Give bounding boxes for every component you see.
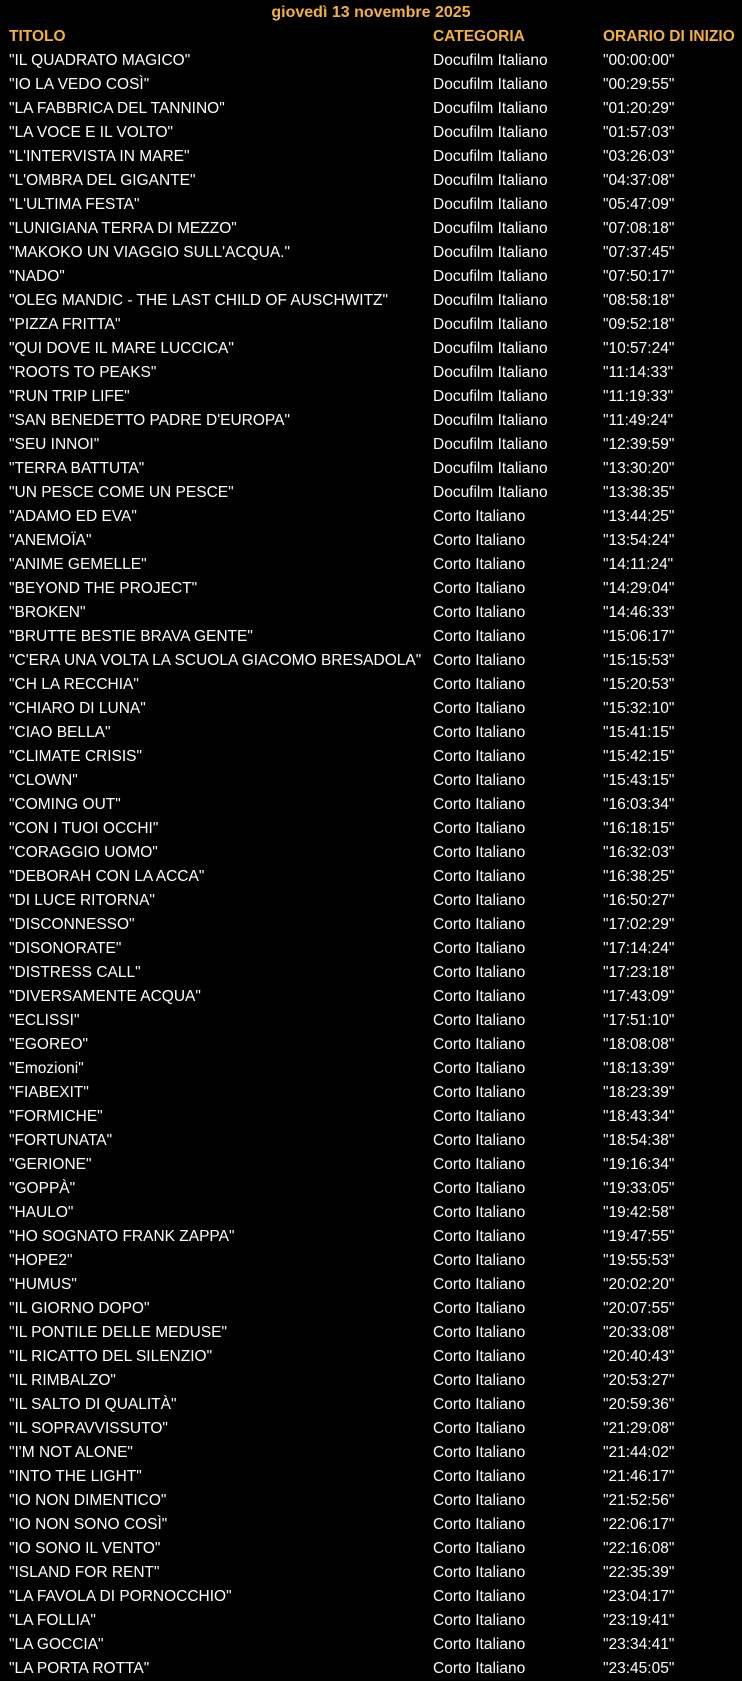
cell-category: Corto Italiano (433, 1156, 526, 1173)
cell-category: Docufilm Italiano (433, 220, 548, 237)
cell-start-time: "15:43:15" (603, 772, 675, 789)
table-row (0, 49, 742, 73)
cell-start-time: "13:38:35" (603, 484, 675, 501)
cell-category: Corto Italiano (433, 1612, 526, 1629)
cell-title: "UN PESCE COME UN PESCE" (9, 484, 234, 501)
cell-start-time: "07:50:17" (603, 268, 675, 285)
cell-start-time: "23:34:41" (603, 1636, 675, 1653)
cell-category: Corto Italiano (433, 1588, 526, 1605)
cell-title: "I'M NOT ALONE" (9, 1444, 133, 1461)
cell-category: Docufilm Italiano (433, 484, 548, 501)
cell-title: "CIAO BELLA" (9, 724, 111, 741)
cell-start-time: "19:16:34" (603, 1156, 675, 1173)
cell-start-time: "01:20:29" (603, 100, 675, 117)
cell-title: "LA FOLLIA" (9, 1612, 96, 1629)
cell-category: Corto Italiano (433, 1540, 526, 1557)
table-row (0, 529, 742, 553)
cell-title: "ROOTS TO PEAKS" (9, 364, 157, 381)
cell-start-time: "05:47:09" (603, 196, 675, 213)
table-row (0, 385, 742, 409)
cell-title: "FORTUNATA" (9, 1132, 113, 1149)
table-row (0, 193, 742, 217)
cell-category: Corto Italiano (433, 1084, 526, 1101)
table-row (0, 817, 742, 841)
table-row (0, 217, 742, 241)
column-header-title: TITOLO (9, 28, 66, 45)
cell-start-time: "18:23:39" (603, 1084, 675, 1101)
cell-title: "ANEMOÏA" (9, 532, 92, 549)
cell-start-time: "22:06:17" (603, 1516, 675, 1533)
table-row (0, 1033, 742, 1057)
table-row (0, 73, 742, 97)
cell-start-time: "21:46:17" (603, 1468, 675, 1485)
cell-category: Docufilm Italiano (433, 316, 548, 333)
table-row (0, 1249, 742, 1273)
table-row (0, 745, 742, 769)
cell-title: "LUNIGIANA TERRA DI MEZZO" (9, 220, 237, 237)
table-row (0, 1297, 742, 1321)
cell-title: "HO SOGNATO FRANK ZAPPA" (9, 1228, 235, 1245)
cell-category: Corto Italiano (433, 1348, 526, 1365)
cell-category: Corto Italiano (433, 1660, 526, 1677)
cell-start-time: "15:41:15" (603, 724, 675, 741)
cell-category: Corto Italiano (433, 556, 526, 573)
table-row (0, 1633, 742, 1657)
cell-title: "PIZZA FRITTA" (9, 316, 121, 333)
table-row (0, 841, 742, 865)
cell-title: "MAKOKO UN VIAGGIO SULL'ACQUA." (9, 244, 290, 261)
cell-title: "INTO THE LIGHT" (9, 1468, 142, 1485)
cell-category: Corto Italiano (433, 1252, 526, 1269)
cell-start-time: "14:29:04" (603, 580, 675, 597)
cell-category: Corto Italiano (433, 724, 526, 741)
cell-start-time: "17:14:24" (603, 940, 675, 957)
cell-title: "ANIME GEMELLE" (9, 556, 147, 573)
cell-category: Corto Italiano (433, 1444, 526, 1461)
cell-category: Corto Italiano (433, 1420, 526, 1437)
cell-category: Docufilm Italiano (433, 148, 548, 165)
cell-category: Docufilm Italiano (433, 100, 548, 117)
cell-title: "LA FABBRICA DEL TANNINO" (9, 100, 225, 117)
table-row (0, 169, 742, 193)
cell-category: Corto Italiano (433, 1372, 526, 1389)
table-row (0, 649, 742, 673)
cell-title: "IO LA VEDO COSÌ" (9, 76, 150, 93)
cell-category: Docufilm Italiano (433, 340, 548, 357)
cell-category: Corto Italiano (433, 580, 526, 597)
cell-start-time: "04:37:08" (603, 172, 675, 189)
table-row (0, 361, 742, 385)
schedule-date: giovedì 13 novembre 2025 (271, 4, 471, 21)
cell-category: Docufilm Italiano (433, 196, 548, 213)
cell-category: Docufilm Italiano (433, 268, 548, 285)
cell-title: "HAULO" (9, 1204, 74, 1221)
cell-title: "BRUTTE BESTIE BRAVA GENTE" (9, 628, 253, 645)
table-row (0, 961, 742, 985)
cell-title: "LA GOCCIA" (9, 1636, 104, 1653)
cell-title: "LA FAVOLA DI PORNOCCHIO" (9, 1588, 232, 1605)
table-row (0, 673, 742, 697)
cell-category: Corto Italiano (433, 892, 526, 909)
cell-category: Corto Italiano (433, 988, 526, 1005)
cell-title: "DISCONNESSO" (9, 916, 135, 933)
table-row (0, 313, 742, 337)
table-row (0, 1657, 742, 1681)
table-row (0, 481, 742, 505)
cell-start-time: "21:52:56" (603, 1492, 675, 1509)
cell-start-time: "21:29:08" (603, 1420, 675, 1437)
table-row (0, 337, 742, 361)
table-row (0, 1225, 742, 1249)
cell-start-time: "20:53:27" (603, 1372, 675, 1389)
table-row (0, 985, 742, 1009)
table-row (0, 505, 742, 529)
cell-category: Corto Italiano (433, 676, 526, 693)
cell-title: "IL SALTO DI QUALITÀ" (9, 1396, 177, 1413)
cell-title: "COMING OUT" (9, 796, 121, 813)
cell-start-time: "11:49:24" (603, 412, 674, 429)
cell-title: "IL QUADRATO MAGICO" (9, 52, 191, 69)
cell-category: Corto Italiano (433, 1036, 526, 1053)
cell-start-time: "16:32:03" (603, 844, 675, 861)
cell-title: "OLEG MANDIC - THE LAST CHILD OF AUSCHWITZ" (9, 292, 389, 309)
cell-start-time: "20:33:08" (603, 1324, 675, 1341)
cell-start-time: "17:23:18" (603, 964, 675, 981)
cell-start-time: "19:42:58" (603, 1204, 675, 1221)
cell-category: Corto Italiano (433, 796, 526, 813)
table-row (0, 1009, 742, 1033)
cell-start-time: "03:26:03" (603, 148, 675, 165)
table-row (0, 913, 742, 937)
table-row (0, 1465, 742, 1489)
cell-start-time: "13:44:25" (603, 508, 675, 525)
cell-start-time: "19:33:05" (603, 1180, 675, 1197)
table-row (0, 721, 742, 745)
cell-title: "IO SONO IL VENTO" (9, 1540, 161, 1557)
cell-start-time: "20:07:55" (603, 1300, 675, 1317)
cell-start-time: "21:44:02" (603, 1444, 675, 1461)
table-row (0, 889, 742, 913)
cell-category: Docufilm Italiano (433, 76, 548, 93)
cell-title: "LA VOCE E IL VOLTO" (9, 124, 174, 141)
cell-title: "IL GIORNO DOPO" (9, 1300, 150, 1317)
cell-category: Corto Italiano (433, 508, 526, 525)
cell-start-time: "19:55:53" (603, 1252, 675, 1269)
cell-start-time: "11:14:33" (603, 364, 674, 381)
table-row (0, 457, 742, 481)
cell-start-time: "20:40:43" (603, 1348, 675, 1365)
cell-category: Docufilm Italiano (433, 292, 548, 309)
cell-category: Corto Italiano (433, 1204, 526, 1221)
table-row (0, 409, 742, 433)
cell-category: Corto Italiano (433, 916, 526, 933)
cell-start-time: "16:50:27" (603, 892, 675, 909)
cell-category: Corto Italiano (433, 700, 526, 717)
table-row (0, 1609, 742, 1633)
cell-category: Docufilm Italiano (433, 244, 548, 261)
cell-title: "CON I TUOI OCCHI" (9, 820, 159, 837)
cell-title: "DISTRESS CALL" (9, 964, 141, 981)
cell-category: Docufilm Italiano (433, 172, 548, 189)
cell-title: "ECLISSI" (9, 1012, 80, 1029)
cell-start-time: "15:15:53" (603, 652, 675, 669)
table-row (0, 1561, 742, 1585)
cell-title: "CHIARO DI LUNA" (9, 700, 146, 717)
cell-start-time: "11:19:33" (603, 388, 674, 405)
cell-title: "CLIMATE CRISIS" (9, 748, 143, 765)
cell-start-time: "16:18:15" (603, 820, 675, 837)
cell-start-time: "12:39:59" (603, 436, 675, 453)
cell-category: Corto Italiano (433, 1300, 526, 1317)
table-row (0, 145, 742, 169)
cell-category: Corto Italiano (433, 1324, 526, 1341)
cell-category: Docufilm Italiano (433, 124, 548, 141)
cell-title: "GERIONE" (9, 1156, 92, 1173)
cell-start-time: "00:29:55" (603, 76, 675, 93)
cell-category: Corto Italiano (433, 1276, 526, 1293)
cell-title: "DISONORATE" (9, 940, 122, 957)
table-row (0, 1369, 742, 1393)
column-header-category: CATEGORIA (433, 28, 525, 45)
cell-category: Docufilm Italiano (433, 364, 548, 381)
table-row (0, 1321, 742, 1345)
cell-start-time: "22:35:39" (603, 1564, 675, 1581)
table-row (0, 1105, 742, 1129)
table-row (0, 553, 742, 577)
cell-title: "CORAGGIO UOMO" (9, 844, 158, 861)
cell-start-time: "09:52:18" (603, 316, 675, 333)
cell-title: "HOPE2" (9, 1252, 73, 1269)
cell-start-time: "16:38:25" (603, 868, 675, 885)
cell-title: "Emozioni" (9, 1060, 84, 1077)
cell-start-time: "23:04:17" (603, 1588, 675, 1605)
cell-title: "IL RICATTO DEL SILENZIO" (9, 1348, 213, 1365)
cell-start-time: "17:51:10" (603, 1012, 675, 1029)
cell-title: "DI LUCE RITORNA" (9, 892, 155, 909)
table-row (0, 433, 742, 457)
cell-title: "HUMUS" (9, 1276, 77, 1293)
cell-start-time: "10:57:24" (603, 340, 675, 357)
cell-start-time: "16:03:34" (603, 796, 675, 813)
cell-start-time: "23:45:05" (603, 1660, 675, 1677)
cell-category: Corto Italiano (433, 1060, 526, 1077)
cell-title: "ISLAND FOR RENT" (9, 1564, 160, 1581)
table-row (0, 121, 742, 145)
table-row (0, 1153, 742, 1177)
cell-start-time: "18:13:39" (603, 1060, 675, 1077)
table-row (0, 1177, 742, 1201)
cell-title: "FORMICHE" (9, 1108, 103, 1125)
table-row (0, 1081, 742, 1105)
table-row (0, 1393, 742, 1417)
cell-title: "LA PORTA ROTTA" (9, 1660, 150, 1677)
cell-category: Corto Italiano (433, 1108, 526, 1125)
table-row (0, 1489, 742, 1513)
cell-category: Corto Italiano (433, 1396, 526, 1413)
cell-category: Corto Italiano (433, 1012, 526, 1029)
cell-title: "SEU INNOI" (9, 436, 100, 453)
cell-title: "IL SOPRAVVISSUTO" (9, 1420, 168, 1437)
table-row (0, 1057, 742, 1081)
cell-start-time: "07:08:18" (603, 220, 675, 237)
cell-start-time: "15:06:17" (603, 628, 675, 645)
table-row (0, 1441, 742, 1465)
cell-category: Corto Italiano (433, 868, 526, 885)
cell-category: Corto Italiano (433, 748, 526, 765)
cell-category: Corto Italiano (433, 940, 526, 957)
table-row (0, 1417, 742, 1441)
cell-start-time: "00:00:00" (603, 52, 675, 69)
cell-title: "CH LA RECCHIA" (9, 676, 139, 693)
cell-category: Corto Italiano (433, 628, 526, 645)
table-row (0, 937, 742, 961)
cell-start-time: "19:47:55" (603, 1228, 675, 1245)
cell-start-time: "17:02:29" (603, 916, 675, 933)
cell-category: Docufilm Italiano (433, 388, 548, 405)
cell-category: Corto Italiano (433, 652, 526, 669)
cell-title: "IL RIMBALZO" (9, 1372, 116, 1389)
cell-category: Corto Italiano (433, 1492, 526, 1509)
column-header-start-time: ORARIO DI INIZIO (603, 28, 735, 45)
cell-title: "EGOREO" (9, 1036, 89, 1053)
cell-category: Corto Italiano (433, 820, 526, 837)
cell-start-time: "08:58:18" (603, 292, 675, 309)
cell-start-time: "13:54:24" (603, 532, 675, 549)
cell-category: Corto Italiano (433, 1564, 526, 1581)
cell-category: Corto Italiano (433, 964, 526, 981)
table-row (0, 577, 742, 601)
cell-title: "QUI DOVE IL MARE LUCCICA" (9, 340, 234, 357)
cell-start-time: "01:57:03" (603, 124, 675, 141)
table-row (0, 1513, 742, 1537)
cell-category: Corto Italiano (433, 604, 526, 621)
cell-title: "RUN TRIP LIFE" (9, 388, 130, 405)
cell-start-time: "15:20:53" (603, 676, 675, 693)
cell-start-time: "20:59:36" (603, 1396, 675, 1413)
table-row (0, 1345, 742, 1369)
cell-title: "BROKEN" (9, 604, 86, 621)
cell-title: "NADO" (9, 268, 65, 285)
table-row (0, 1273, 742, 1297)
table-row (0, 1129, 742, 1153)
cell-start-time: "15:42:15" (603, 748, 675, 765)
cell-category: Corto Italiano (433, 1228, 526, 1245)
cell-category: Corto Italiano (433, 1516, 526, 1533)
cell-title: "L'ULTIMA FESTA" (9, 196, 140, 213)
table-row (0, 865, 742, 889)
cell-title: "CLOWN" (9, 772, 78, 789)
table-row (0, 97, 742, 121)
table-row (0, 625, 742, 649)
cell-category: Corto Italiano (433, 532, 526, 549)
table-row (0, 1537, 742, 1561)
cell-title: "DIVERSAMENTE ACQUA" (9, 988, 201, 1005)
cell-category: Docufilm Italiano (433, 412, 548, 429)
table-row (0, 769, 742, 793)
cell-title: "IO NON SONO COSÌ" (9, 1516, 168, 1533)
cell-start-time: "17:43:09" (603, 988, 675, 1005)
cell-title: "IO NON DIMENTICO" (9, 1492, 167, 1509)
cell-start-time: "20:02:20" (603, 1276, 675, 1293)
cell-category: Docufilm Italiano (433, 436, 548, 453)
cell-title: "TERRA BATTUTA" (9, 460, 145, 477)
cell-start-time: "18:54:38" (603, 1132, 675, 1149)
cell-title: "IL PONTILE DELLE MEDUSE" (9, 1324, 228, 1341)
cell-start-time: "14:46:33" (603, 604, 675, 621)
cell-start-time: "18:08:08" (603, 1036, 675, 1053)
cell-title: "GOPPÀ" (9, 1180, 76, 1197)
cell-category: Corto Italiano (433, 772, 526, 789)
cell-start-time: "23:19:41" (603, 1612, 675, 1629)
cell-title: "DEBORAH CON LA ACCA" (9, 868, 205, 885)
cell-title: "SAN BENEDETTO PADRE D'EUROPA" (9, 412, 290, 429)
cell-start-time: "14:11:24" (603, 556, 674, 573)
table-row (0, 697, 742, 721)
cell-title: "L'OMBRA DEL GIGANTE" (9, 172, 196, 189)
cell-title: "BEYOND THE PROJECT" (9, 580, 198, 597)
cell-category: Corto Italiano (433, 844, 526, 861)
cell-category: Docufilm Italiano (433, 460, 548, 477)
cell-start-time: "15:32:10" (603, 700, 675, 717)
cell-category: Corto Italiano (433, 1132, 526, 1149)
cell-title: "L'INTERVISTA IN MARE" (9, 148, 190, 165)
cell-category: Docufilm Italiano (433, 52, 548, 69)
cell-start-time: "07:37:45" (603, 244, 675, 261)
table-header (0, 25, 742, 49)
cell-category: Corto Italiano (433, 1180, 526, 1197)
cell-start-time: "13:30:20" (603, 460, 675, 477)
cell-category: Corto Italiano (433, 1468, 526, 1485)
table-row (0, 1585, 742, 1609)
table-row (0, 793, 742, 817)
table-row (0, 601, 742, 625)
cell-title: "C'ERA UNA VOLTA LA SCUOLA GIACOMO BRESADOLA" (9, 652, 422, 669)
cell-start-time: "22:16:08" (603, 1540, 675, 1557)
table-row (0, 241, 742, 265)
cell-start-time: "18:43:34" (603, 1108, 675, 1125)
cell-title: "FIABEXIT" (9, 1084, 89, 1101)
cell-category: Corto Italiano (433, 1636, 526, 1653)
table-row (0, 265, 742, 289)
table-row (0, 289, 742, 313)
cell-title: "ADAMO ED EVA" (9, 508, 137, 525)
table-row (0, 1201, 742, 1225)
